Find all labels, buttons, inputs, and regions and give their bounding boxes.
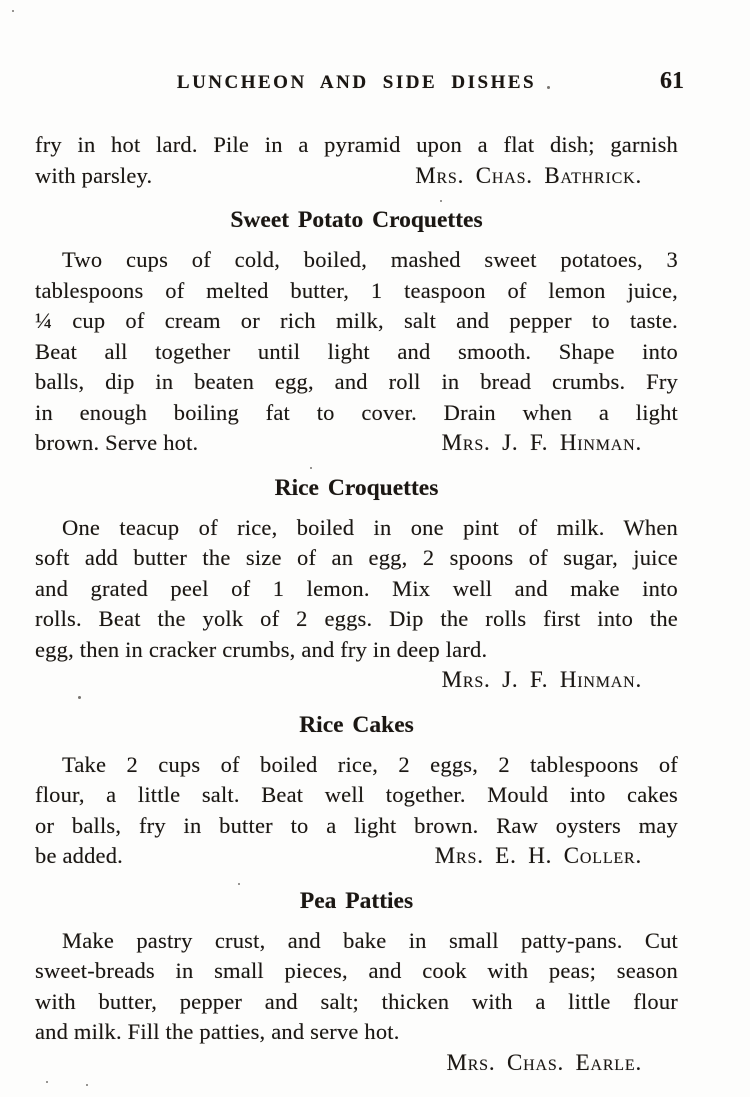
sweet-potato-croquettes-paragraph <box>35 245 678 459</box>
text-line: rolls. Beat the yolk of 2 eggs. Dip the rolls first into the <box>35 606 678 631</box>
text-line: soft add butter the size of an egg, 2 spoons of sugar, juice <box>35 545 678 570</box>
text-line: with butter, pepper and salt; thicken with a little flour <box>35 988 678 1014</box>
contributor-signature: Mrs. J. F. Hinman. <box>441 667 642 692</box>
scan-speck <box>238 883 240 885</box>
scan-speck <box>440 200 442 202</box>
contributor-signature: Mrs. Chas. Bathrick. <box>415 162 642 188</box>
contributor-signature: Mrs. J. F. Hinman. <box>441 430 642 455</box>
scan-speck <box>12 10 14 12</box>
recipe-heading: Pea Patties <box>299 887 414 914</box>
text-line: in enough boiling fat to cover. Drain when a light <box>35 399 678 425</box>
recipe-heading: Rice Cakes <box>299 711 414 738</box>
page-header <box>35 68 684 95</box>
line-text: be added. <box>35 843 124 868</box>
text-line: and milk. Fill the patties, and serve hot. <box>35 1019 400 1044</box>
scan-speck <box>46 1081 48 1083</box>
scan-speck <box>547 86 550 89</box>
signature-line <box>35 428 678 459</box>
text-line: One teacup of rice, boiled in one pint of milk. When <box>62 514 678 540</box>
text-line: flour, a little salt. Beat well together. Mould into cakes <box>35 782 678 807</box>
line-text: with parsley. <box>35 162 153 188</box>
signature-line <box>35 841 678 872</box>
rice-cakes-paragraph <box>35 750 678 872</box>
text-line: balls, dip in beaten egg, and roll in bread crumbs. Fry <box>35 369 678 394</box>
contributor-signature: Mrs. E. H. Coller. <box>434 843 642 868</box>
contributor-signature: Mrs. Chas. Earle. <box>446 1049 642 1075</box>
text-line: tablespoons of melted butter, 1 teaspoon of lemon juice, <box>35 277 678 303</box>
scan-speck <box>310 467 312 469</box>
text-line: or balls, fry in butter to a light brown. Raw oysters may <box>35 812 678 838</box>
text-line: ¼ cup of cream or rich milk, salt and pepper to taste. <box>35 308 678 333</box>
scan-speck <box>78 696 81 699</box>
page-content <box>35 130 678 1078</box>
running-title: LUNCHEON AND SIDE DISHES <box>176 72 537 93</box>
recipe-heading: Rice Croquettes <box>274 474 439 501</box>
text-line: sweet-breads in small pieces, and cook with peas; season <box>35 958 678 983</box>
signature-line <box>35 161 678 192</box>
pea-patties-paragraph <box>35 926 678 1079</box>
text-line: Beat all together until light and smooth. Shape into <box>35 338 678 364</box>
text-line: Take 2 cups of boiled rice, 2 eggs, 2 tablespoons of <box>62 751 678 777</box>
text-line: fry in hot lard. Pile in a pyramid upon a flat dish; garnish <box>35 132 678 157</box>
signature-line <box>35 665 678 696</box>
continued-recipe-paragraph <box>35 130 678 191</box>
recipe-heading: Sweet Potato Croquettes <box>230 207 483 233</box>
signature-line <box>35 1048 678 1079</box>
page-number: 61 <box>660 68 684 94</box>
text-line: Make pastry crust, and bake in small patty-pans. Cut <box>62 927 678 953</box>
text-line: egg, then in cracker crumbs, and fry in deep lard. <box>35 636 488 662</box>
line-text: brown. Serve hot. <box>35 430 199 455</box>
text-line: Two cups of cold, boiled, mashed sweet potatoes, 3 <box>62 247 678 272</box>
scan-speck <box>86 1084 88 1086</box>
rice-croquettes-paragraph <box>35 513 678 696</box>
text-line: and grated peel of 1 lemon. Mix well and make into <box>35 575 678 601</box>
